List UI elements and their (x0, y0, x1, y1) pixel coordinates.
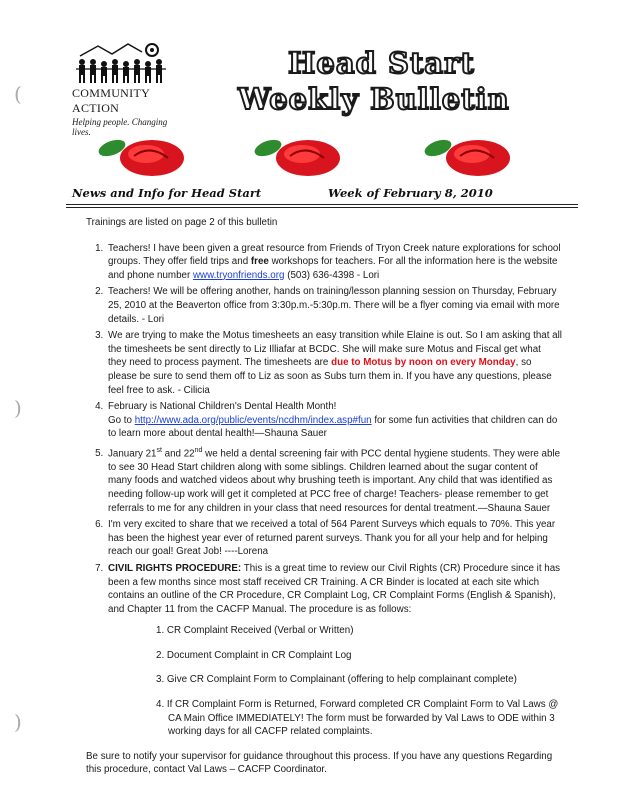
item-text: workshops for teachers. For all the information here is the website and phone number (108, 256, 558, 281)
item-text: for some fun activities that children can do to learn more about dental health!—Shauna Sauer (108, 414, 558, 440)
list-item (106, 444, 562, 515)
rose-icon (250, 130, 346, 182)
header-divider (66, 207, 578, 208)
item-text: I'm very excited to share that we received a total of 564 Parent Surveys which equals to 70%. This year has been the highest year ever of returned parent surveys. Thank you for all your help and for helping reach our goal! Great Job! ----Lorena (108, 519, 556, 558)
header-news-info: News and Info for Head Start (72, 186, 262, 200)
item-text: Teachers! I have been given a great resource from Friends of Tryon Creek nature explorations for school groups. They offer field trips and (108, 242, 561, 268)
bulletin-body (86, 216, 562, 777)
list-item (106, 329, 562, 397)
header-week-of: Week of February 8, 2010 (328, 186, 493, 200)
item-text: January 21 (108, 448, 157, 460)
item-text: This is a great time to review our Civil Rights (CR) Procedure since it has been a few months since most staff received CR Training. A CR Binder is located at each site which contains an outline of the CR Procedure, CR Complaint Log, CR Complaint Forms (English & Spanish), and Chapter 11 from the CACFP Manual. The procedure is as follows: (108, 562, 561, 615)
item-text: we held a dental screening fair with PCC dental hygiene students. They were able to see 30 Head Start children along with some siblings. Children learned about the sugar content of many foods and watched videos about why brushing teeth is important. Any child that was identified as needing follow-up work will get it completed at PCC free of charge! Teachers- please remember to get referrals to me for any children in your class that need resources for dental treatment.—Shauna Sauer (108, 448, 561, 514)
procedure-step: 2. Document Complaint in CR Complaint Log (156, 649, 352, 661)
bulletin-title-line2: Weekly Bulletin (238, 82, 510, 116)
tryonfriends-link[interactable]: www.tryonfriends.org (192, 269, 285, 281)
civil-rights-heading: CIVIL RIGHTS PROCEDURE: (108, 562, 242, 574)
scan-mark: ) (14, 710, 22, 734)
item-text: We are trying to make the Motus timesheets an easy transition while Elaine is out. So I am asking that all the timesheets be sent directly to Liz Illiafar at BCDC. She will make sure Motus and Fiscal get what they need to process payment. The timesheets are (108, 330, 562, 369)
item-text: (503) 636-4398 - Lori (284, 269, 380, 281)
org-name: COMMUNITY ACTION (72, 86, 150, 115)
procedure-steps (108, 624, 562, 739)
procedure-step: 3. Give CR Complaint Form to Complainant (offering to help complainant complete) (156, 674, 517, 686)
list-item (106, 400, 562, 441)
community-action-logo (72, 42, 182, 137)
list-item (106, 242, 562, 283)
ordinal-suffix: nd (194, 446, 203, 454)
list-item (106, 285, 562, 326)
item-text: February is National Children's Dental Health Month! (108, 401, 337, 413)
item-text: , so please be sure to send them off to Liz as soon as Subs turn them in. If you have any questions, please feel free to ask. - Cilicia (108, 357, 552, 396)
bulletin-items (86, 242, 562, 739)
scan-mark: ( (14, 82, 22, 106)
item-text: Teachers! We will be offering another, hands on training/lesson planning session on Thursday, February 25, 2010 at the Beaverton office from 3:30p.m.-5:30p.m. There will be a flyer coming via email with more details. - Lori (108, 286, 560, 325)
deadline-highlight: due to Motus by noon on every Monday (331, 357, 516, 369)
bulletin-title-line1: Head Start (288, 46, 475, 80)
header-divider (66, 204, 578, 205)
item-text: and 22 (161, 448, 195, 460)
rose-icon (420, 130, 516, 182)
item-text: Go to (108, 414, 135, 426)
procedure-step: 4. If CR Complaint Form is Returned, Forward completed CR Complaint Form to Val Laws @ CA Main Office IMMEDIATELY! The form must be forwarded by Val Laws to ODE within 3 working days for all CACFP related complaints. (156, 699, 559, 738)
scan-mark: ) (14, 396, 22, 420)
list-item (106, 518, 562, 559)
ordinal-suffix: st (156, 446, 162, 454)
item-emphasis: free (250, 256, 269, 268)
procedure-step: 1. CR Complaint Received (Verbal or Written) (156, 625, 354, 637)
org-tagline: Helping people. Changing lives. (72, 117, 168, 137)
ada-link[interactable]: http://www.ada.org/public/events/ncdhm/index.asp#fun (134, 414, 372, 426)
people-icon (72, 42, 176, 88)
list-item (106, 562, 562, 739)
closing-text: Be sure to notify your supervisor for guidance throughout this process. If you have any questions Regarding this procedure, contact Val Laws – CACFP Coordinator. (86, 750, 553, 776)
intro-text: Trainings are listed on page 2 of this bulletin (86, 217, 278, 228)
rose-icon (94, 130, 190, 182)
